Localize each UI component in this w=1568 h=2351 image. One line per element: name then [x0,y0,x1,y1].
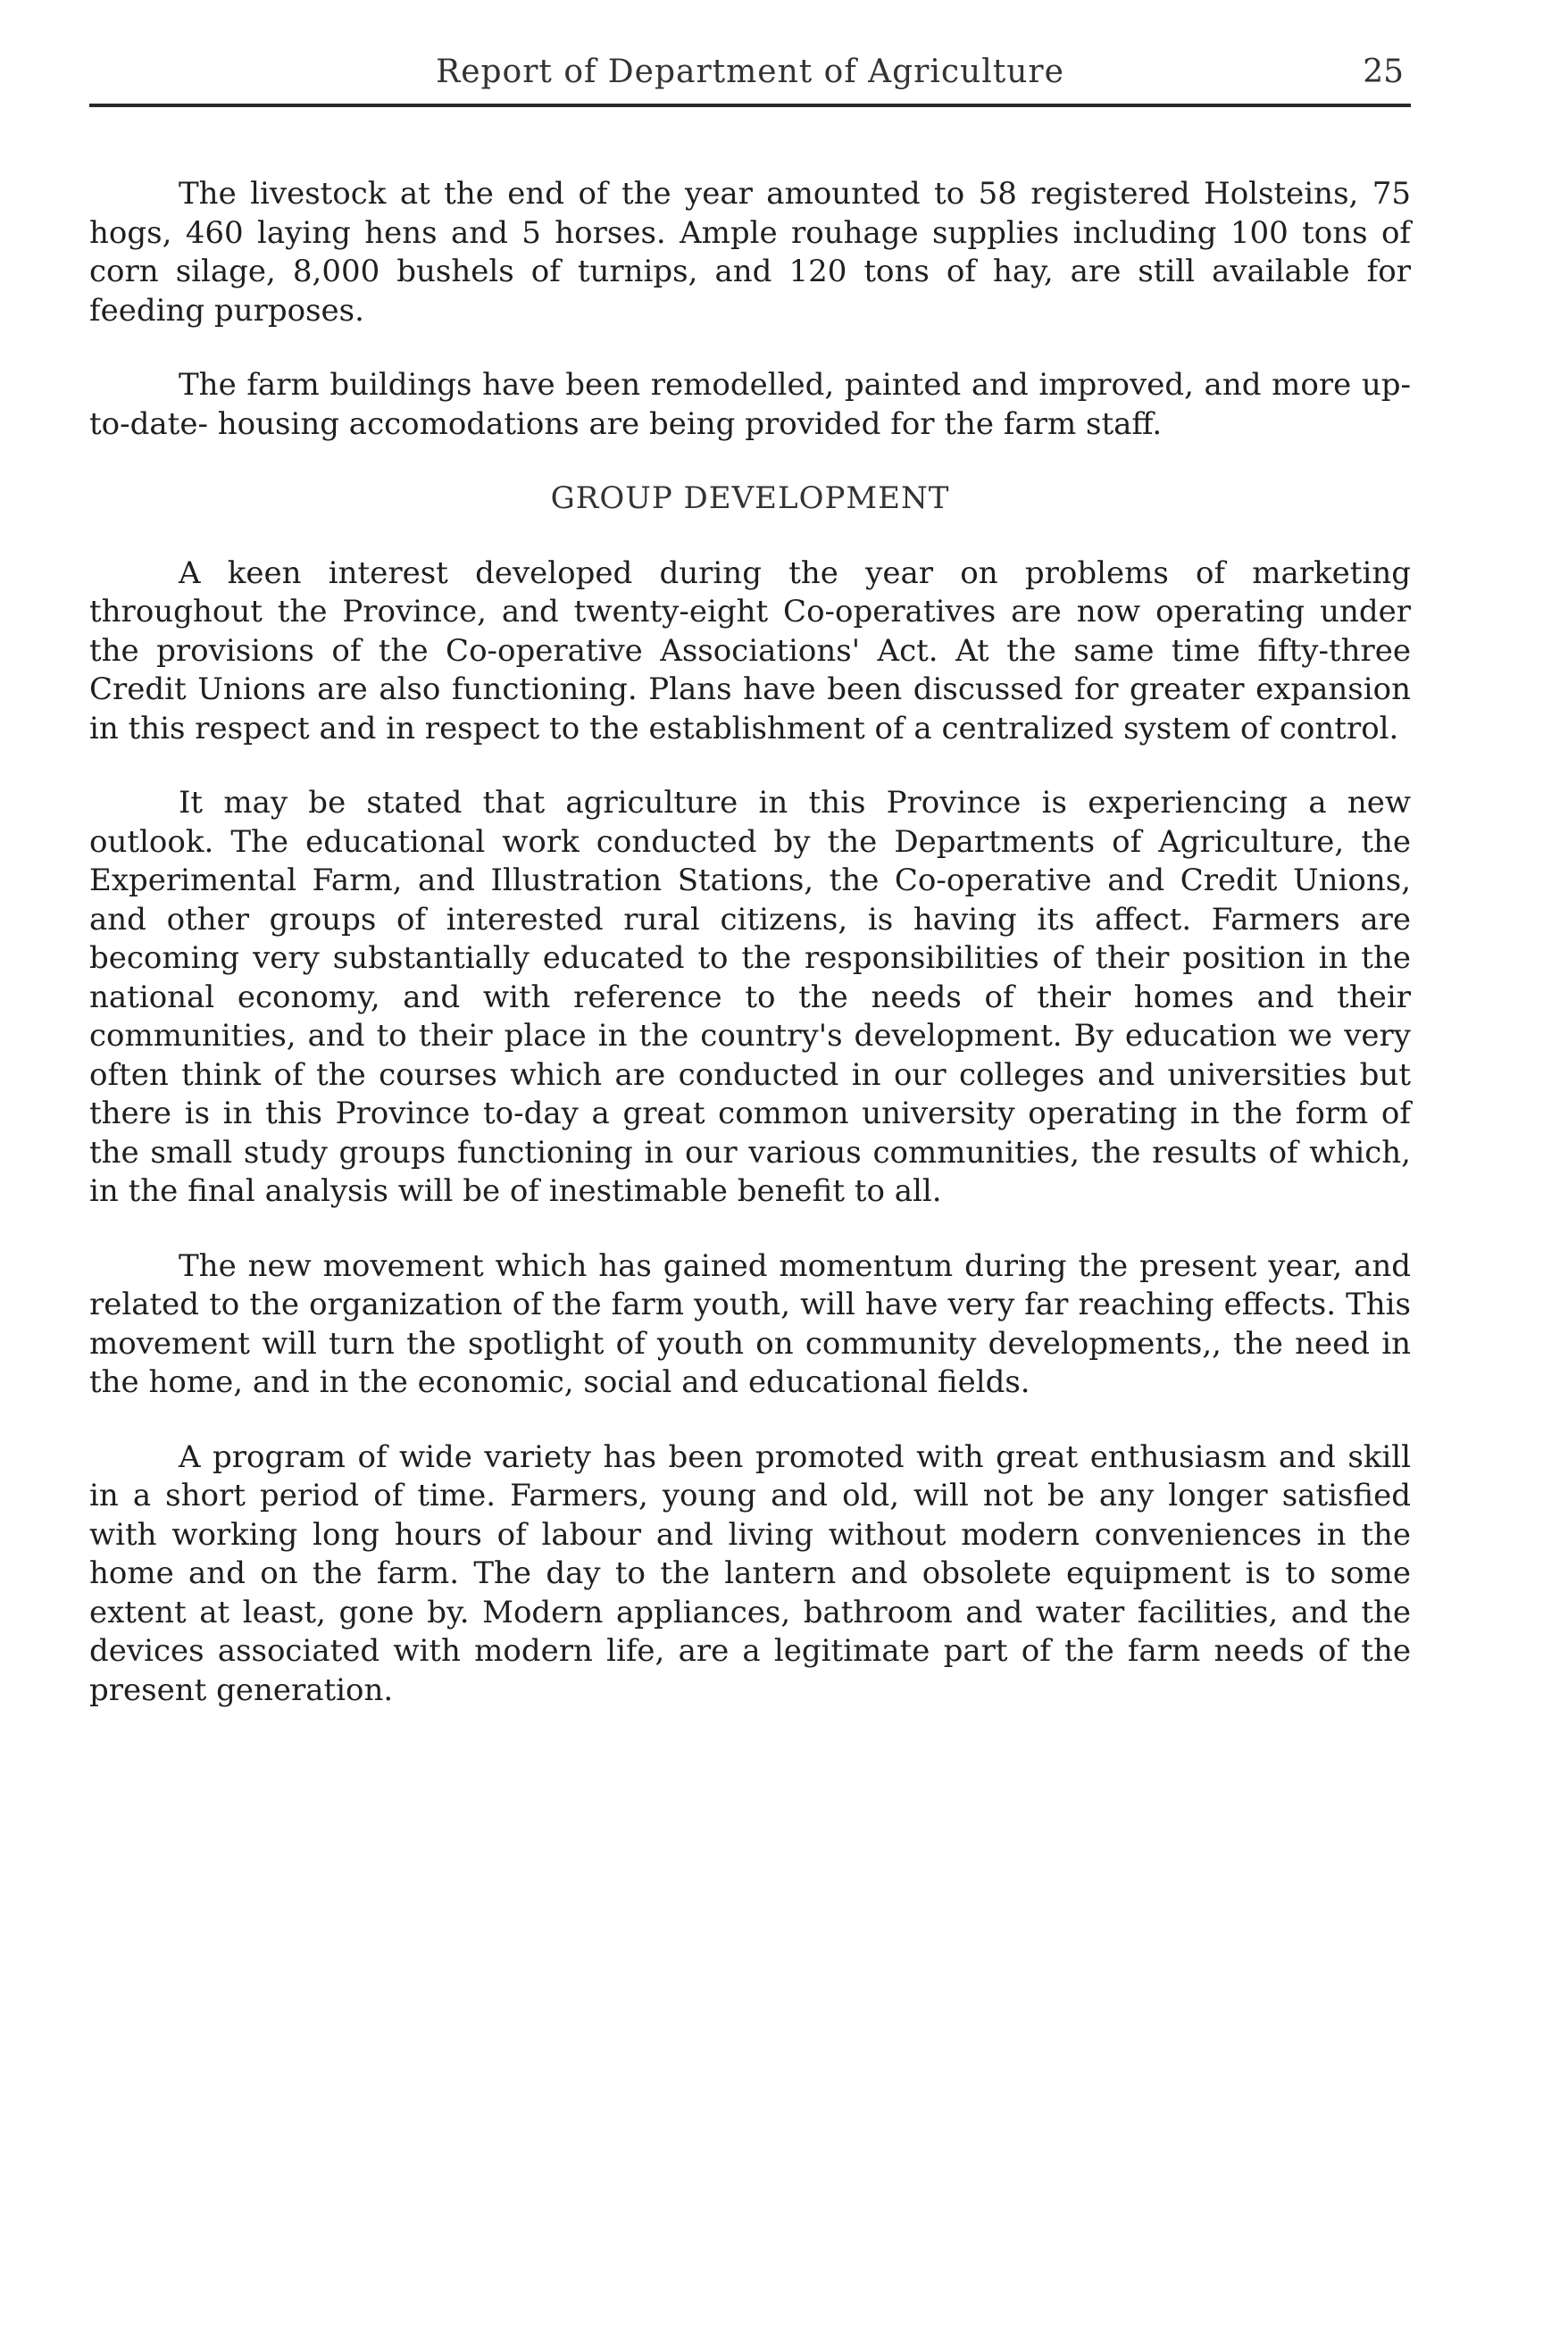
paragraph-group-development: A keen interest developed during the year on problems of marketing throughout the Province, and twenty-eight Co-operatives are now operating under the provisions of the Co-operative Associations' Act. At the same time fifty-three Credit Unions are also functioning. Plans have been discussed for greater expansion in this respect and in respect to the establishment of a centralized system of control. [89,554,1411,746]
header-rule [89,104,1411,107]
body-text [89,175,1411,1746]
section-heading: GROUP DEVELOPMENT [550,480,950,516]
paragraph-program: A program of wide variety has been promoted with great enthusiasm and skill in a short period of time. Farmers, young and old, will not be any longer satisfied with working long hours of labour and living without modern conveniences in the home and on the farm. The day to the lantern and obsolete equipment is to some extent at least, gone by. Modern appliances, bathroom and water facilities, and the devices associated with modern life, are a legitimate part of the farm needs of the present generation. [89,1438,1411,1708]
paragraph-new-outlook: It may be stated that agriculture in this Province is experiencing a new outlook. The educational work conducted by the Departments of Agriculture, the Experimental Farm, and Illustration Stations, the Co-operative and Credit Unions, and other groups of interested rural citizens, is having its affect. Farmers are becoming very substantially educated to the responsibilities of their position in the national economy, and with reference to the needs of their homes and their communities, and to their place in the country's development. By education we very often think of the courses which are conducted in our colleges and universities but there is in this Province to-day a great common university operating in the form of the small study groups functioning in our various communities, the results of which, in the final analysis will be of inestimable benefit to all. [89,785,1411,1209]
paragraph-livestock: The livestock at the end of the year amounted to 58 registered Holsteins, 75 hogs, 460 laying hens and 5 horses. Ample rouhage supplies including 100 tons of corn silage, 8,000 bushels of turnips, and 120 tons of hay, are still available for feeding purposes. [89,176,1411,329]
paragraph-youth-movement: The new movement which has gained momentum during the present year, and related to the organization of the farm youth, will have very far reaching effects. This movement will turn the spotlight of youth on community developments,, the need in the home, and in the economic, social and educational fields. [89,1247,1411,1400]
running-title: Report of Department of Agriculture [436,54,1064,90]
page-number: 25 [1363,54,1404,90]
paragraph-farm-buildings: The farm buildings have been remodelled, painted and improved, and more up-to-date- housing accomodations are being provided for the farm staff. [89,367,1411,442]
page-header [89,54,1411,107]
